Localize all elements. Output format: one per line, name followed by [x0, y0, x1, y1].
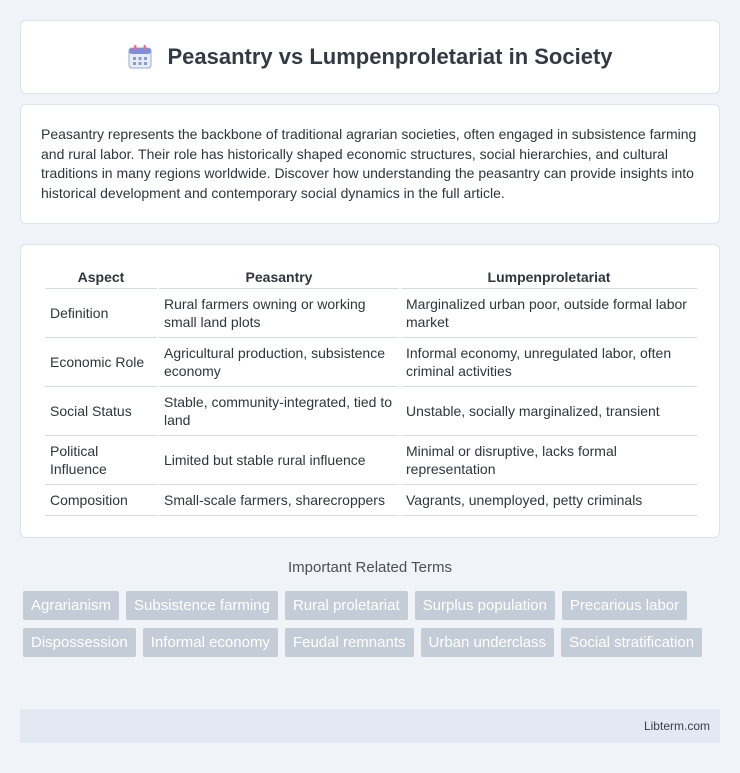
- related-tags: [23, 591, 723, 657]
- column-header-aspect: Aspect: [45, 265, 157, 289]
- table-cell: Rural farmers owning or working small land plots: [159, 289, 399, 338]
- column-header-peasantry: Peasantry: [159, 265, 399, 289]
- tag-precarious-labor[interactable]: Precarious labor: [562, 591, 687, 620]
- table-cell: Definition: [45, 289, 157, 338]
- table-cell: Marginalized urban poor, outside formal labor market: [401, 289, 697, 338]
- comparison-card: [20, 244, 720, 538]
- table-cell: Political Influence: [45, 436, 157, 485]
- table-cell: Composition: [45, 485, 157, 516]
- table-header-row: [45, 265, 697, 289]
- tag-surplus-population[interactable]: Surplus population: [415, 591, 555, 620]
- tag-subsistence-farming[interactable]: Subsistence farming: [126, 591, 278, 620]
- page-title: Peasantry vs Lumpenproletariat in Society: [167, 44, 613, 69]
- calendar-icon: [127, 44, 153, 70]
- intro-card: [20, 104, 720, 224]
- column-header-lumpenproletariat: Lumpenproletariat: [401, 265, 697, 289]
- tag-agrarianism[interactable]: Agrarianism: [23, 591, 119, 620]
- table-row: [45, 338, 697, 387]
- footer-site-link[interactable]: Libterm.com: [643, 719, 710, 733]
- table-cell: Stable, community-integrated, tied to land: [159, 387, 399, 436]
- table-cell: Minimal or disruptive, lacks formal representation: [401, 436, 697, 485]
- tag-social-stratification[interactable]: Social stratification: [561, 628, 702, 657]
- footer: [20, 709, 720, 743]
- table-row: [45, 387, 697, 436]
- tag-dispossession[interactable]: Dispossession: [23, 628, 136, 657]
- table-row: [45, 485, 697, 516]
- tag-feudal-remnants[interactable]: Feudal remnants: [285, 628, 414, 657]
- comparison-table: [43, 265, 699, 516]
- table-cell: Economic Role: [45, 338, 157, 387]
- table-cell: Unstable, socially marginalized, transient: [401, 387, 697, 436]
- intro-text: Peasantry represents the backbone of traditional agrarian societies, often engaged in subsistence farming and rural labor. Their role has historically shaped economic structures, social hierarchies, and cultural traditions in many regions worldwide. Discover how understanding the peasantry can provide insights into historical development and contemporary social dynamics in the full article.: [41, 126, 697, 201]
- header-card: [20, 20, 720, 94]
- table-row: [45, 289, 697, 338]
- table-cell: Vagrants, unemployed, petty criminals: [401, 485, 697, 516]
- tag-urban-underclass[interactable]: Urban underclass: [421, 628, 555, 657]
- table-cell: Limited but stable rural influence: [159, 436, 399, 485]
- tag-rural-proletariat[interactable]: Rural proletariat: [285, 591, 408, 620]
- related-terms-title: Important Related Terms: [288, 559, 452, 576]
- table-cell: Social Status: [45, 387, 157, 436]
- tag-informal-economy[interactable]: Informal economy: [143, 628, 278, 657]
- table-row: [45, 436, 697, 485]
- table-cell: Informal economy, unregulated labor, often criminal activities: [401, 338, 697, 387]
- table-cell: Agricultural production, subsistence economy: [159, 338, 399, 387]
- table-cell: Small-scale farmers, sharecroppers: [159, 485, 399, 516]
